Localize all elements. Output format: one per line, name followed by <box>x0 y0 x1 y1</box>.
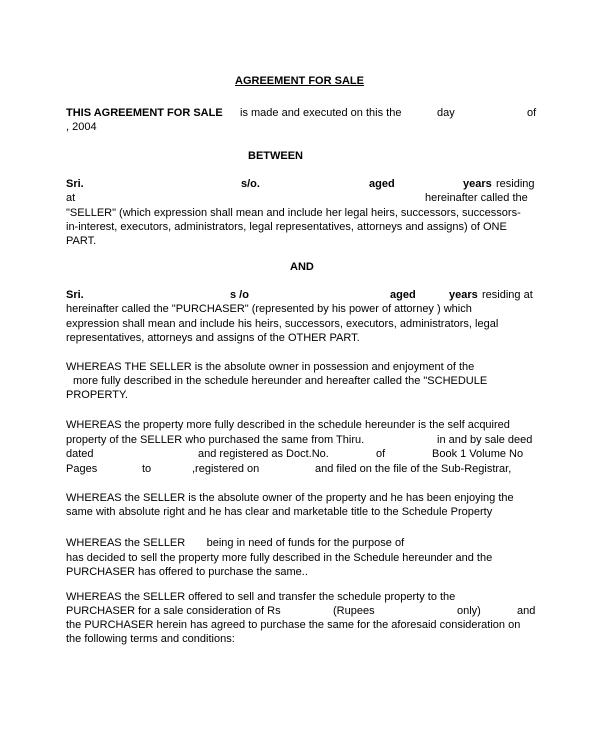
whereas2-line-2a: property of the SELLER who purchased the same from Thiru. <box>66 434 365 446</box>
whereas5-line-2a: PURCHASER for a sale consideration of Rs <box>66 605 281 617</box>
seller-line-4: in-interest, executors, administrators, legal representatives, attorneys and assigns) of ONE <box>66 221 507 233</box>
whereas4-line-3: PURCHASER has offered to purchase the same.. <box>66 566 308 578</box>
whereas4-line-2: has decided to sell the property more fully described in the Schedule hereunder and the <box>66 552 493 564</box>
whereas2-line-2b: in and by sale deed <box>437 434 533 446</box>
whereas1-line-2: more fully described in the schedule hereunder and hereafter called the "SCHEDULE <box>73 375 488 387</box>
seller-aged: aged <box>369 178 395 190</box>
whereas2-pages: Pages <box>66 463 98 475</box>
purchaser-residing-at: residing at <box>482 289 533 301</box>
and-heading: AND <box>290 261 314 273</box>
whereas1-line-3: PROPERTY. <box>66 389 128 401</box>
whereas2-registered: and registered as Doct.No. <box>198 448 329 460</box>
seller-so: s/o. <box>241 178 260 190</box>
intro-year: , 2004 <box>66 121 97 133</box>
purchaser-line-2: hereinafter called the "PURCHASER" (represented by his power of attorney ) which <box>66 303 472 315</box>
seller-line-5: PART. <box>66 235 97 247</box>
whereas4-line-1: WHEREAS the SELLER being in need of funds for the purpose of <box>66 537 405 549</box>
whereas2-book: Book 1 Volume No <box>432 448 524 460</box>
whereas5-only: only) <box>457 605 481 617</box>
whereas1-line-1: WHEREAS THE SELLER is the absolute owner in possession and enjoyment of the <box>66 361 475 373</box>
whereas5-and: and <box>517 605 536 617</box>
seller-years: years <box>463 178 492 190</box>
purchaser-years: years <box>449 289 478 301</box>
whereas2-filed: and filed on the file of the Sub-Registrar, <box>315 463 512 475</box>
whereas5-rupees: (Rupees <box>333 605 375 617</box>
intro-bold: THIS AGREEMENT FOR SALE <box>66 107 223 119</box>
seller-at: at <box>66 192 76 204</box>
intro-day: day <box>437 107 455 119</box>
seller-line-3: "SELLER" (which expression shall mean and include her legal heirs, successors, successors- <box>66 207 521 219</box>
seller-residing: residing <box>496 178 535 190</box>
intro-text: is made and executed on this the <box>240 107 402 119</box>
whereas2-line-1: WHEREAS the property more fully described in the schedule hereunder is the self acquired <box>66 419 510 431</box>
whereas3-line-2: same with absolute right and he has clear and marketable title to the Schedule Property <box>66 506 493 518</box>
whereas2-registered-on: ,registered on <box>192 463 260 475</box>
intro-of: of <box>527 107 537 119</box>
between-heading: BETWEEN <box>248 150 303 162</box>
seller-hereinafter: hereinafter called the <box>425 192 528 204</box>
purchaser-line-4: representatives, attorneys and assigns of the OTHER PART. <box>66 332 360 344</box>
whereas2-of: of <box>376 448 386 460</box>
whereas2-dated: dated <box>66 448 94 460</box>
document-title: AGREEMENT FOR SALE <box>235 75 364 87</box>
whereas2-to: to <box>142 463 152 475</box>
whereas5-line-3: the PURCHASER herein has agreed to purchase the same for the aforesaid consideration on <box>66 619 521 631</box>
purchaser-sri: Sri. <box>66 289 84 301</box>
whereas5-line-1: WHEREAS the SELLER offered to sell and transfer the schedule property to the <box>66 591 456 603</box>
whereas5-line-4: the following terms and conditions: <box>66 633 235 645</box>
purchaser-line-3: expression shall mean and include his heirs, successors, executors, administrators, legal <box>66 318 499 330</box>
purchaser-aged: aged <box>390 289 416 301</box>
whereas3-line-1: WHEREAS the SELLER is the absolute owner of the property and he has been enjoying the <box>66 492 514 504</box>
seller-sri: Sri. <box>66 178 84 190</box>
purchaser-so: s /o <box>230 289 249 301</box>
